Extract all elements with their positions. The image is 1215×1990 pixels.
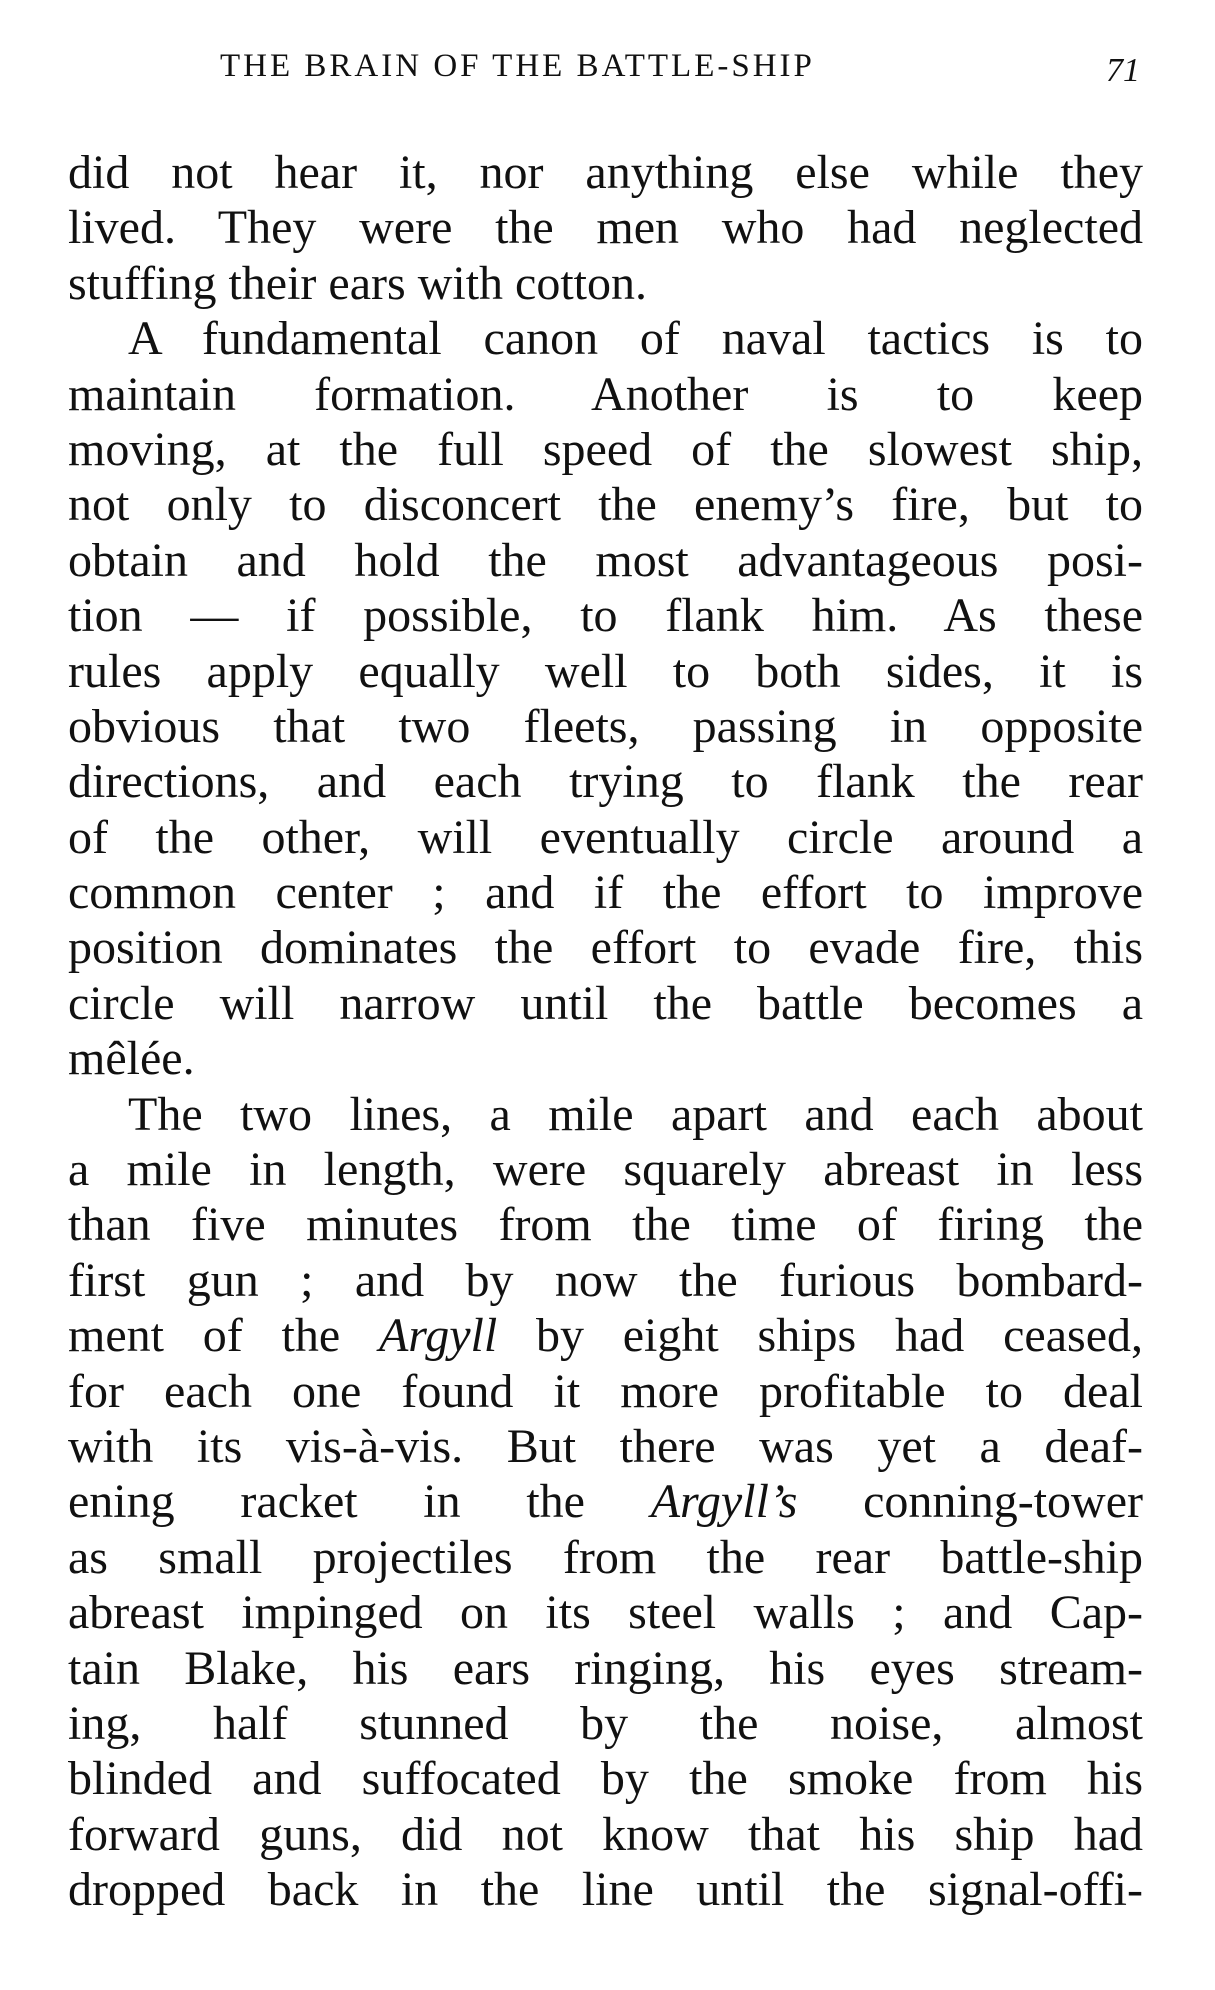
text-line: maintain formation. Another is to keep (68, 367, 1143, 421)
text-segment: by eight ships had ceased, (497, 1309, 1143, 1363)
ship-name-italic: Argyll’s (650, 1475, 798, 1529)
text-segment: ening racket in the (68, 1475, 651, 1529)
text-line: blinded and suffocated by the smoke from his (68, 1752, 1143, 1806)
text-segment: ment of the (68, 1309, 379, 1363)
text-line: forward guns, did not know that his ship had (68, 1807, 1143, 1861)
text-line: rules apply equally well to both sides, it is (68, 644, 1143, 698)
page-number: 71 (1106, 52, 1140, 89)
text-line (68, 1474, 1143, 1529)
text-line: did not hear it, nor anything else while they (68, 146, 1143, 199)
text-line: position dominates the effort to evade fire, this (68, 921, 1143, 975)
text-line: stuffing their ears with cotton. (68, 256, 647, 310)
text-line: first gun ; and by now the furious bombard- (68, 1253, 1143, 1307)
text-line: directions, and each trying to flank the rear (68, 755, 1143, 809)
text-line: ing, half stunned by the noise, almost (68, 1696, 1143, 1750)
running-title: THE BRAIN OF THE BATTLE-SHIP (220, 48, 815, 84)
text-line: as small projectiles from the rear battle-ship (68, 1530, 1143, 1584)
text-line: lived. They were the men who had neglected (68, 201, 1143, 255)
body-text (68, 145, 1143, 1918)
text-line: tion — if possible, to flank him. As these (68, 589, 1143, 643)
text-line: for each one found it more profitable to deal (68, 1364, 1143, 1418)
text-line: not only to disconcert the enemy’s fire, but to (68, 478, 1143, 532)
text-line: circle will narrow until the battle becomes a (68, 976, 1143, 1030)
text-line: common center ; and if the effort to improve (68, 866, 1143, 920)
text-line: obtain and hold the most advantageous posi- (68, 533, 1143, 587)
text-line: of the other, will eventually circle around a (68, 810, 1143, 864)
ship-name-italic: Argyll (378, 1309, 498, 1363)
text-line: than five minutes from the time of firing the (68, 1198, 1143, 1252)
text-line: obvious that two fleets, passing in opposite (68, 699, 1143, 753)
running-head (70, 48, 1140, 98)
text-line: a mile in length, were squarely abreast in less (68, 1143, 1143, 1197)
text-line: tain Blake, his ears ringing, his eyes stream- (68, 1641, 1143, 1695)
text-line: dropped back in the line until the signal-offi- (68, 1863, 1143, 1917)
text-segment: conning-tower (797, 1475, 1143, 1529)
text-line: A fundamental canon of naval tactics is to (128, 312, 1143, 366)
text-line (68, 1308, 1143, 1363)
text-line: with its vis-à-vis. But there was yet a deaf- (68, 1419, 1143, 1473)
text-line: mêlée. (68, 1032, 195, 1086)
text-line: moving, at the full speed of the slowest ship, (68, 422, 1143, 476)
text-line: abreast impinged on its steel walls ; and Cap- (68, 1586, 1143, 1640)
text-line: The two lines, a mile apart and each about (128, 1087, 1143, 1141)
